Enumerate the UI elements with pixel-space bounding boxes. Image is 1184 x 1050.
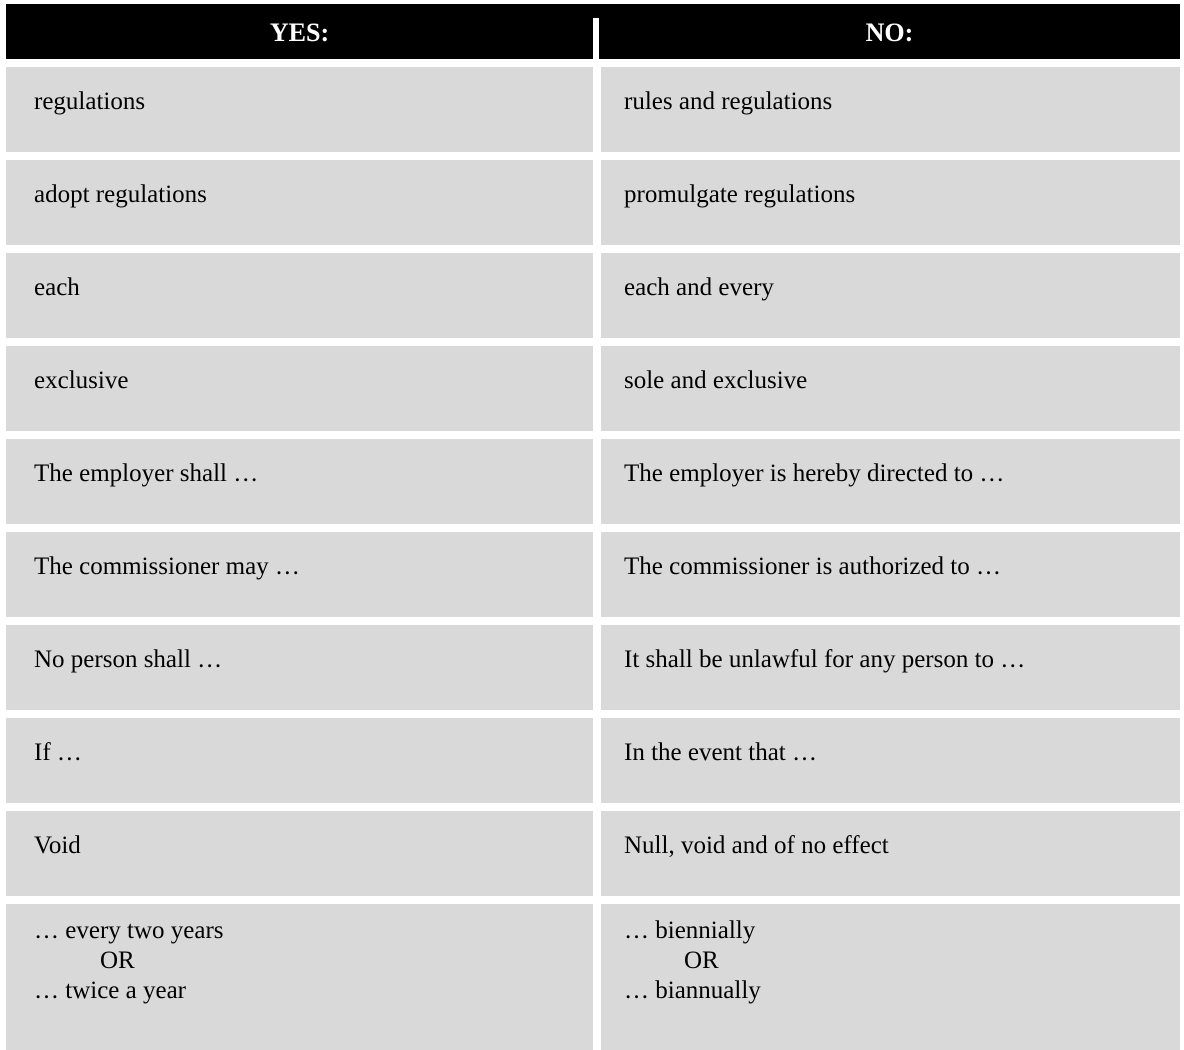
- no-cell: In the event that …: [601, 718, 1180, 803]
- yes-cell: The commissioner may …: [6, 532, 593, 617]
- yes-cell: [6, 904, 593, 1050]
- table-header: [6, 4, 1180, 59]
- table-row: [6, 718, 1180, 803]
- no-column-header: NO:: [865, 18, 914, 47]
- yes-cell: each: [6, 253, 593, 338]
- table-row: [6, 439, 1180, 524]
- yes-cell: adopt regulations: [6, 160, 593, 245]
- table-row: [6, 625, 1180, 710]
- table-row: [6, 904, 1180, 1050]
- no-line-2: … biannually: [624, 977, 761, 1004]
- no-cell: sole and exclusive: [601, 346, 1180, 431]
- no-cell: It shall be unlawful for any person to …: [601, 625, 1180, 710]
- yes-cell: regulations: [6, 67, 593, 152]
- yes-no-table: [6, 4, 1180, 1050]
- yes-cell: Void: [6, 811, 593, 896]
- no-or: OR: [684, 947, 719, 974]
- yes-column-header: YES:: [269, 18, 330, 47]
- table-row: [6, 253, 1180, 338]
- no-cell: promulgate regulations: [601, 160, 1180, 245]
- yes-cell: No person shall …: [6, 625, 593, 710]
- yes-cell: If …: [6, 718, 593, 803]
- table-row: [6, 532, 1180, 617]
- no-cell: The commissioner is authorized to …: [601, 532, 1180, 617]
- table-row: [6, 160, 1180, 245]
- no-cell: rules and regulations: [601, 67, 1180, 152]
- table-row: [6, 67, 1180, 152]
- yes-line-2: … twice a year: [34, 977, 187, 1004]
- yes-cell: exclusive: [6, 346, 593, 431]
- table-row: [6, 346, 1180, 431]
- no-cell: The employer is hereby directed to …: [601, 439, 1180, 524]
- yes-or: OR: [100, 947, 135, 974]
- no-cell: [601, 904, 1180, 1050]
- no-line-1: … biennially: [624, 917, 756, 944]
- table-row: [6, 811, 1180, 896]
- yes-cell: The employer shall …: [6, 439, 593, 524]
- no-cell: Null, void and of no effect: [601, 811, 1180, 896]
- yes-line-1: … every two years: [34, 917, 224, 944]
- no-cell: each and every: [601, 253, 1180, 338]
